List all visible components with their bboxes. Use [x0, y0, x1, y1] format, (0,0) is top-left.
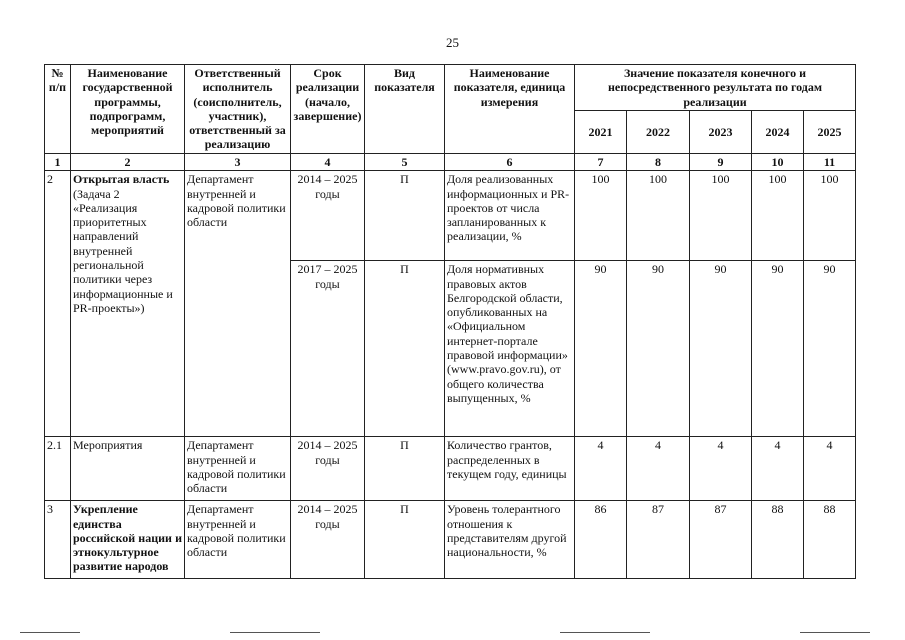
- period: 2014 – 2025 годы: [291, 171, 365, 261]
- indicator-value: 4: [752, 437, 804, 501]
- header-period: Срок реализации (начало, завершение): [291, 65, 365, 154]
- column-number: 6: [445, 154, 575, 171]
- indicator-type: П: [365, 437, 445, 501]
- page-bottom-edge: [0, 632, 905, 634]
- program-name: Мероприятия: [71, 437, 185, 501]
- program-name-bold: Открытая власть: [73, 172, 170, 187]
- header-number: № п/п: [45, 65, 71, 154]
- header-indicator-type: Вид показателя: [365, 65, 445, 154]
- column-number: 9: [690, 154, 752, 171]
- indicator-value: 87: [690, 501, 752, 579]
- executor: Департамент внутренней и кадровой политики области: [185, 501, 291, 579]
- header-year: 2024: [752, 110, 804, 153]
- column-number: 3: [185, 154, 291, 171]
- indicator-value: 100: [627, 171, 690, 261]
- indicator-value: 100: [575, 171, 627, 261]
- period: 2017 – 2025 годы: [291, 261, 365, 437]
- header-indicator-name: Наименование показателя, единица измерения: [445, 65, 575, 154]
- indicator-value: 4: [690, 437, 752, 501]
- indicator-name: Доля нормативных правовых актов Белгородской области, опубликованных на «Официальном интернет-портале правовой информации» (www.pravo.gov.ru), от общего количества выпущенных, %: [445, 261, 575, 437]
- indicator-value: 90: [627, 261, 690, 437]
- table-row: [45, 501, 856, 579]
- executor: Департамент внутренней и кадровой политики области: [185, 437, 291, 501]
- column-number: 5: [365, 154, 445, 171]
- header-values-group: Значение показателя конечного и непосредственного результата по годам реализации: [575, 65, 856, 111]
- indicator-value: 100: [690, 171, 752, 261]
- divider: [560, 632, 650, 633]
- column-number: 7: [575, 154, 627, 171]
- row-number: 2: [45, 171, 71, 437]
- header-executor: Ответственный исполнитель (соисполнитель, участник), ответственный за реализацию: [185, 65, 291, 154]
- row-number: 3: [45, 501, 71, 579]
- divider: [20, 632, 80, 633]
- header-year: 2022: [627, 110, 690, 153]
- column-number: 4: [291, 154, 365, 171]
- table-row: [45, 171, 856, 261]
- column-number-row: [45, 154, 856, 171]
- page-number: 25: [446, 35, 459, 50]
- column-number: 1: [45, 154, 71, 171]
- program-name: [71, 171, 185, 437]
- row-number: 2.1: [45, 437, 71, 501]
- header-year: 2023: [690, 110, 752, 153]
- indicator-type: П: [365, 501, 445, 579]
- indicator-name: Уровень толерантного отношения к представителям другой национальности, %: [445, 501, 575, 579]
- table-row: [45, 437, 856, 501]
- indicator-type: П: [365, 171, 445, 261]
- header-year: 2025: [804, 110, 856, 153]
- executor: Департамент внутренней и кадровой политики области: [185, 171, 291, 437]
- divider: [800, 632, 870, 633]
- indicator-value: 100: [804, 171, 856, 261]
- program-name: Укрепление единства российской нации и этнокультурное развитие народов: [71, 501, 185, 579]
- header-program-name: Наименование государственной программы, подпрограмм, мероприятий: [71, 65, 185, 154]
- indicator-value: 90: [575, 261, 627, 437]
- indicator-value: 90: [752, 261, 804, 437]
- indicator-value: 90: [690, 261, 752, 437]
- indicator-type: П: [365, 261, 445, 437]
- indicator-value: 4: [804, 437, 856, 501]
- indicator-value: 90: [804, 261, 856, 437]
- indicator-name: Доля реализованных информационных и PR-проектов от числа запланированных к реализации, %: [445, 171, 575, 261]
- column-number: 11: [804, 154, 856, 171]
- divider: [230, 632, 320, 633]
- indicator-value: 4: [575, 437, 627, 501]
- period: 2014 – 2025 годы: [291, 501, 365, 579]
- indicator-value: 100: [752, 171, 804, 261]
- indicator-value: 86: [575, 501, 627, 579]
- period: 2014 – 2025 годы: [291, 437, 365, 501]
- column-number: 2: [71, 154, 185, 171]
- indicator-value: 88: [804, 501, 856, 579]
- indicator-value: 4: [627, 437, 690, 501]
- indicator-name: Количество грантов, распределенных в текущем году, единицы: [445, 437, 575, 501]
- indicators-table: [44, 64, 856, 579]
- indicator-value: 87: [627, 501, 690, 579]
- indicator-value: 88: [752, 501, 804, 579]
- header-year: 2021: [575, 110, 627, 153]
- program-name-detail: (Задача 2 «Реализация приоритетных направлений внутренней региональной политики через информационные и PR-проекты»): [73, 186, 173, 315]
- column-number: 8: [627, 154, 690, 171]
- column-number: 10: [752, 154, 804, 171]
